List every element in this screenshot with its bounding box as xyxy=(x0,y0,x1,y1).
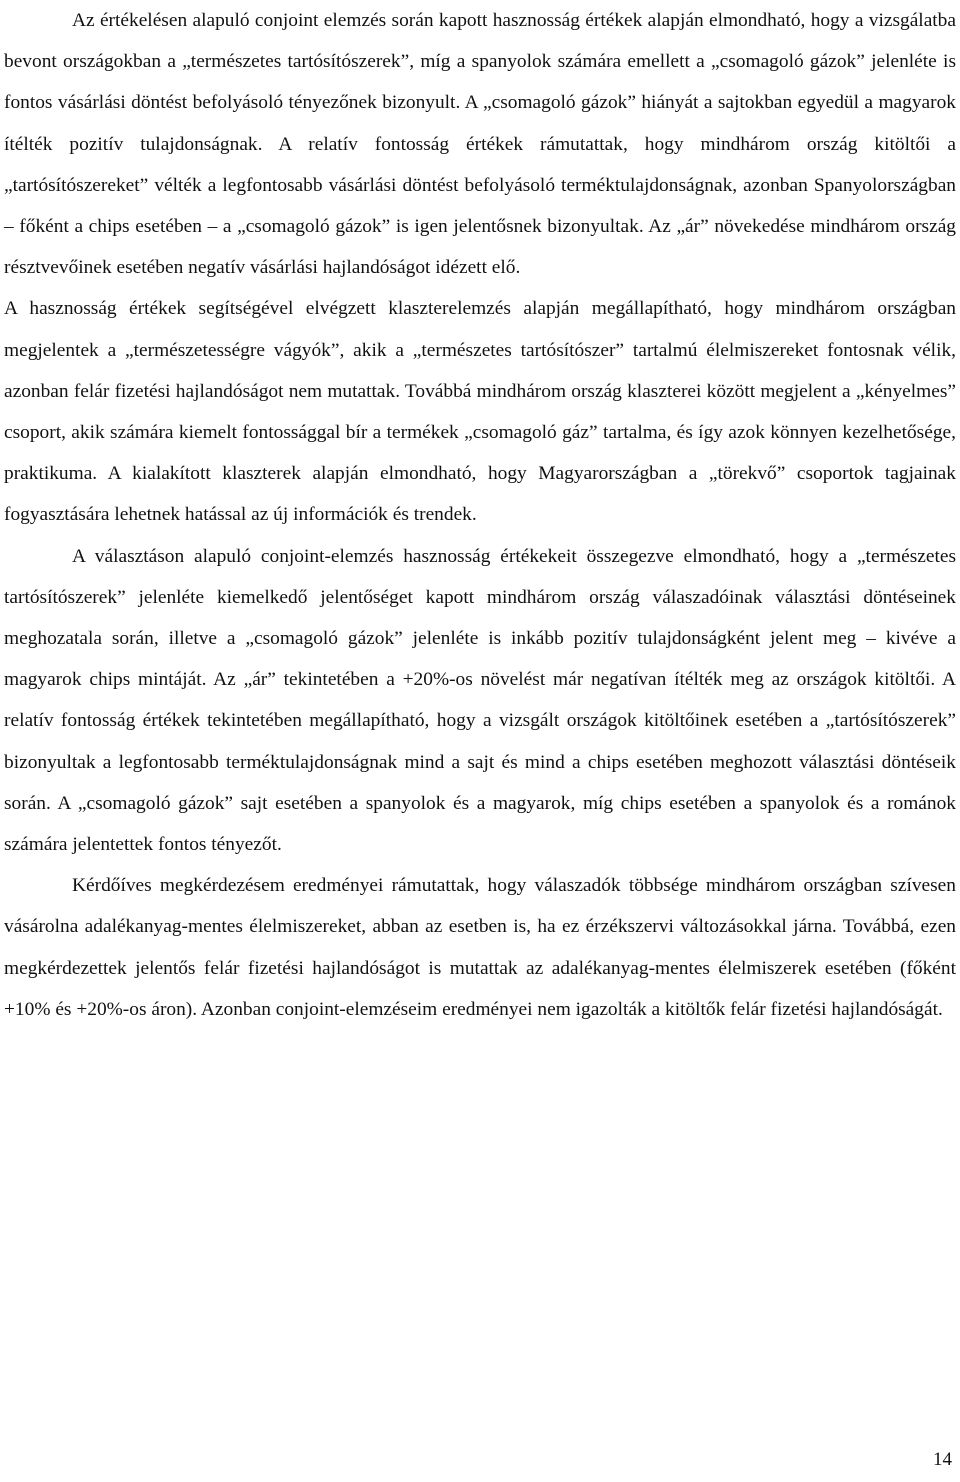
paragraph-3: A választáson alapuló conjoint-elemzés hasznosság értékekeit összegezve elmondható, hogy a „természetes tartósítószerek” jelenléte kiemelkedő jelentőséget kapott mindhárom ország válaszadóinak választási döntéseinek meghozatala során, illetve a „csomagoló gázok” jelenléte is inkább pozitív tulajdonságként jelent meg – kivéve a magyarok chips mintáját. Az „ár” tekintetében a +20%-os növelést már negatívan ítélték meg az országok kitöltői. A relatív fontosság értékek tekintetében megállapítható, hogy a vizsgált országok kitöltőinek esetében a „tartósítószerek” bizonyultak a legfontosabb terméktulajdonságnak mind a sajt és mind a chips esetében meghozott választási döntéseik során. A „csomagoló gázok” sajt esetében a spanyolok és a magyarok, míg chips esetében a spanyolok és a románok számára jelentettek fontos tényezőt. xyxy=(4,545,956,856)
paragraph-4: Kérdőíves megkérdezésem eredményei rámutattak, hogy válaszadók többsége mindhárom országban szívesen vásárolna adalékanyag-mentes élelmiszereket, abban az esetben is, ha ez érzékszervi változásokkal járna. Továbbá, ezen megkérdezettek jelentős felár fizetési hajlandóságot is mutattak az adalékanyag-mentes élelmiszerek esetében (főként +10% és +20%-os áron). Azonban conjoint-elemzéseim eredményei nem igazolták a kitöltők felár fizetési hajlandóságát. xyxy=(4,875,956,1020)
paragraph-1: Az értékelésen alapuló conjoint elemzés során kapott hasznosság értékek alapján elmondható, hogy a vizsgálatba bevont országokban a „természetes tartósítószerek”, míg a spanyolok számára emellett a „csomagoló gázok” jelenléte is fontos vásárlási döntést befolyásoló tényezőnek bizonyult. A „csomagoló gázok” hiányát a sajtokban egyedül a magyarok ítélték pozitív tulajdonságnak. A relatív fontosság értékek rámutattak, hogy mindhárom ország kitöltői a „tartósítószereket” vélték a legfontosabb vásárlási döntést befolyásoló terméktulajdonságnak, azonban Spanyolországban – főként a chips esetében – a „csomagoló gázok” is igen jelentősnek bizonyultak. Az „ár” növekedése mindhárom ország résztvevőinek esetében negatív vásárlási hajlandóságot idézett elő. xyxy=(4,10,956,279)
paragraph-2: A hasznosság értékek segítségével elvégzett klaszterelemzés alapján megállapítható, hogy mindhárom országban megjelentek a „természetességre vágyók”, akik a „természetes tartósítószer” tartalmú élelmiszereket fontosnak vélik, azonban felár fizetési hajlandóságot nem mutattak. Továbbá mindhárom ország klaszterei között megjelent a „kényelmes” csoport, akik számára kiemelt fontossággal bír a termékek „csomagoló gáz” tartalma, és így azok könnyen kezelhetősége, praktikuma. A kialakított klaszterek alapján elmondható, hogy Magyarországban a „törekvő” csoportok tagjainak fogyasztására lehetnek hatással az új információk és trendek. xyxy=(4,298,956,526)
page-number: 14 xyxy=(933,1449,952,1470)
document-body xyxy=(4,0,956,1030)
